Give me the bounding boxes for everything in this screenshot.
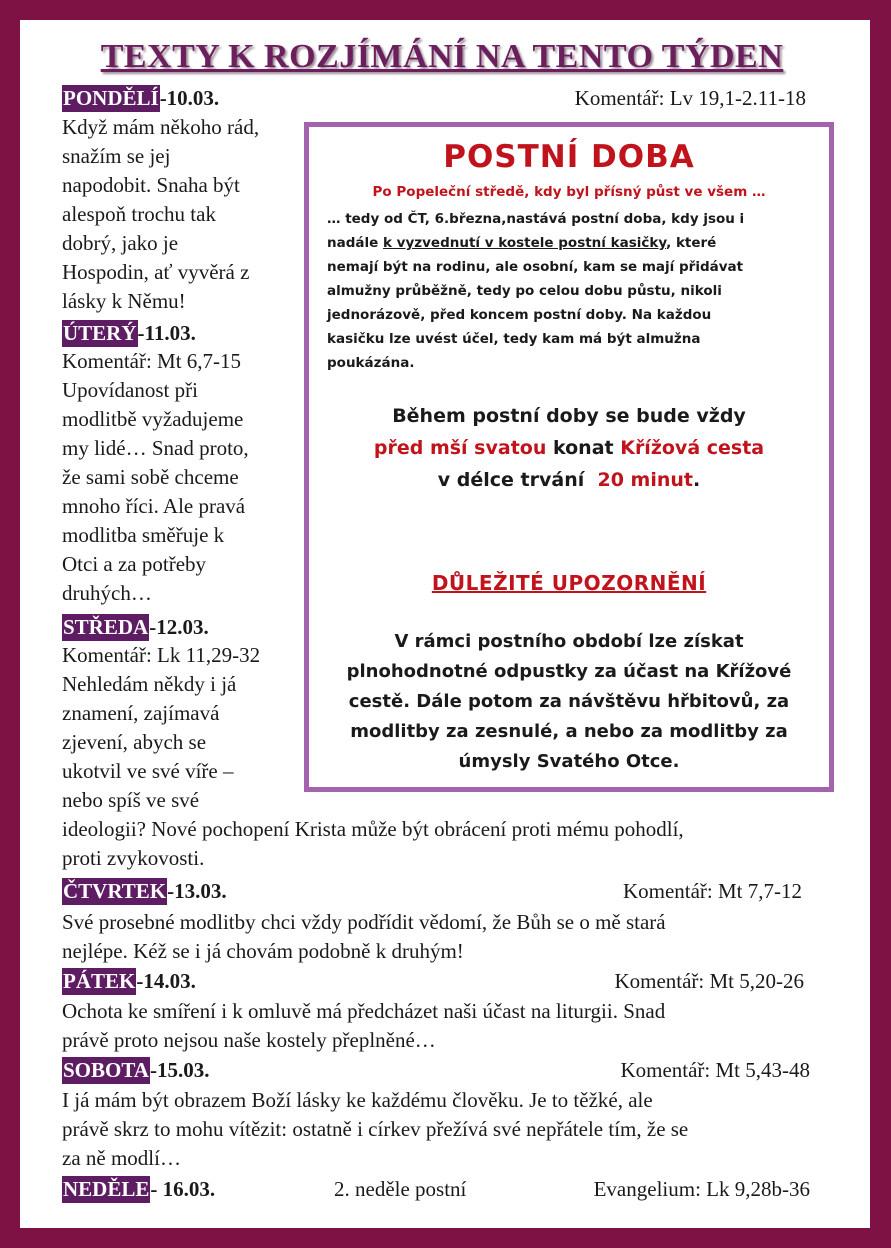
day-label: STŘEDA — [63, 615, 149, 639]
text-line: druhých… — [62, 581, 152, 605]
text-line: Ochota ke smíření i k omluvě má předcházet naši účast na liturgii. Snad — [62, 999, 666, 1023]
text-line: Otci a za potřeby — [62, 552, 207, 576]
text-line: úmysly Svatého Otce. — [458, 751, 680, 772]
day-date: -13.03. — [167, 879, 227, 903]
text-line: Nehledám někdy i já — [62, 672, 237, 696]
day-date: -11.03. — [137, 321, 196, 345]
text-line: mnoho říci. Ale pravá — [62, 494, 246, 518]
reflection-monday — [62, 113, 259, 316]
notice-heading: DŮLEŽITÉ UPOZORNĚNÍ — [431, 571, 707, 595]
text-line: I já mám být obrazem Boží lásky ke každému člověku. Je to těžké, ale — [62, 1088, 653, 1112]
reflection-tuesday — [62, 347, 249, 608]
day-header-saturday — [62, 1057, 209, 1084]
day-label: ÚTERÝ — [63, 321, 137, 345]
text-line: jednorázově, před koncem postní doby. Na každou — [327, 307, 712, 323]
text-line: modlitba směřuje k — [62, 523, 225, 547]
reflection-friday — [62, 997, 665, 1055]
text-line: znamení, zajímavá — [62, 701, 220, 725]
day-label: NEDĚLE — [63, 1177, 150, 1201]
text-line: napodobit. Snaha být — [62, 173, 240, 197]
commentary-ref: Komentář: Mt 5,20-26 — [614, 969, 804, 993]
reflection-saturday — [62, 1086, 688, 1173]
day-date: -14.03. — [136, 969, 196, 993]
gospel-ref: Evangelium: Lk 9,28b-36 — [593, 1177, 810, 1201]
day-header-friday — [62, 968, 196, 995]
sunday-title: 2. neděle postní — [334, 1177, 467, 1201]
stations-announcement — [309, 400, 829, 496]
text-line: proti zvykovosti. — [62, 846, 205, 870]
text-line: nejlépe. Kéž se i já chovám podobně k druhým! — [62, 939, 464, 963]
text-line: za ně modlí… — [62, 1146, 181, 1170]
text-line: plnohodnotné odpustky za účast na Křížové — [346, 661, 792, 682]
text-line: Hospodin, ať vyvěrá z — [62, 260, 250, 284]
collection-box-pickup: k vyzvednutí v kostele postní kasičky — [382, 235, 667, 251]
day-date: -10.03. — [159, 86, 220, 110]
text-line: my lidé… Snad proto, — [62, 436, 249, 460]
box-heading: POSTNÍ DOBA — [443, 139, 695, 175]
text-line: nemají být na rodinu, ale osobní, kam se mají přidávat — [327, 259, 744, 275]
day-date: -12.03. — [149, 615, 209, 639]
box-intro-red: Po Popeleční středě, kdy byl přísný půst ve všem … — [372, 184, 766, 200]
text-line: … tedy od ČT, 6.března,nastává postní doba, kdy jsou i — [327, 211, 745, 227]
box-intro-text — [327, 207, 817, 375]
page — [20, 20, 870, 1228]
day-header-wednesday — [62, 614, 209, 641]
text-line: v délce trvání 20 minut. — [437, 469, 701, 491]
text-line: modlitby za zesnulé, a nebo za modlitby za — [350, 721, 788, 742]
day-header-thursday — [62, 878, 227, 905]
commentary-ref: Komentář: Mt 5,43-48 — [620, 1058, 810, 1082]
day-date: -15.03. — [149, 1058, 210, 1082]
commentary-ref: Komentář: Mt 6,7-15 — [62, 349, 242, 373]
commentary-ref: Komentář: Mt 7,7-12 — [622, 879, 802, 903]
text-line: právě skrz to mohu vítězit: ostatně i církev přežívá své nepřátele tím, že se — [62, 1117, 689, 1141]
text-line: nebo spíš ve své — [62, 788, 200, 812]
text-line: že sami sobě chceme — [62, 465, 239, 489]
text-line: kasičku lze uvést účel, tedy kam má být almužna — [327, 331, 701, 347]
text-line: nadále k vyzvednutí v kostele postní kasičky, které — [327, 235, 717, 251]
day-date: - 16.03. — [150, 1177, 216, 1201]
day-label: ČTVRTEK — [63, 879, 167, 903]
commentary-ref: Komentář: Lv 19,1-2.11-18 — [574, 86, 806, 110]
text-line: před mší svatou konat Křížová cesta — [373, 437, 765, 459]
lent-notice-box — [304, 122, 834, 792]
day-label: SOBOTA — [63, 1058, 149, 1082]
day-header-tuesday — [62, 320, 196, 347]
text-line: lásky k Němu! — [62, 289, 186, 313]
text-line: almužny průběžně, tedy po celou dobu půstu, nikoli — [327, 283, 722, 299]
reflection-thursday — [62, 908, 666, 966]
text-line: cestě. Dále potom za návštěvu hřbitovů, za — [348, 691, 790, 712]
page-title: TEXTY K ROZJÍMÁNÍ NA TENTO TÝDEN — [100, 38, 784, 75]
notice-text — [309, 627, 829, 777]
text-line: zjevení, abych se — [62, 730, 207, 754]
text-line: Upovídanost při — [62, 378, 198, 402]
text-line: ideologii? Nové pochopení Krista může být obrácení proti mému pohodlí, — [62, 817, 684, 841]
text-line: ukotvil ve své víře – — [62, 759, 234, 783]
day-label: PÁTEK — [63, 969, 136, 993]
text-line: snažím se jej — [62, 144, 171, 168]
text-line: Během postní doby se bude vždy — [392, 405, 746, 427]
text-line: Když mám někoho rád, — [62, 115, 260, 139]
day-header-sunday — [62, 1176, 215, 1203]
commentary-ref: Komentář: Lk 11,29-32 — [62, 643, 261, 667]
day-header-monday — [62, 85, 219, 112]
day-label: PONDĚLÍ — [63, 86, 159, 110]
text-line: alespoň trochu tak — [62, 202, 216, 226]
text-line: V rámci postního období lze získat — [394, 631, 744, 652]
text-line: poukázána. — [327, 355, 415, 371]
text-line: právě proto nejsou naše kostely přeplněné… — [62, 1028, 436, 1052]
text-line: modlitbě vyžadujeme — [62, 407, 244, 431]
text-line: dobrý, jako je — [62, 231, 179, 255]
text-line: Své prosebné modlitby chci vždy podřídit vědomí, že Bůh se o mě stará — [62, 910, 666, 934]
